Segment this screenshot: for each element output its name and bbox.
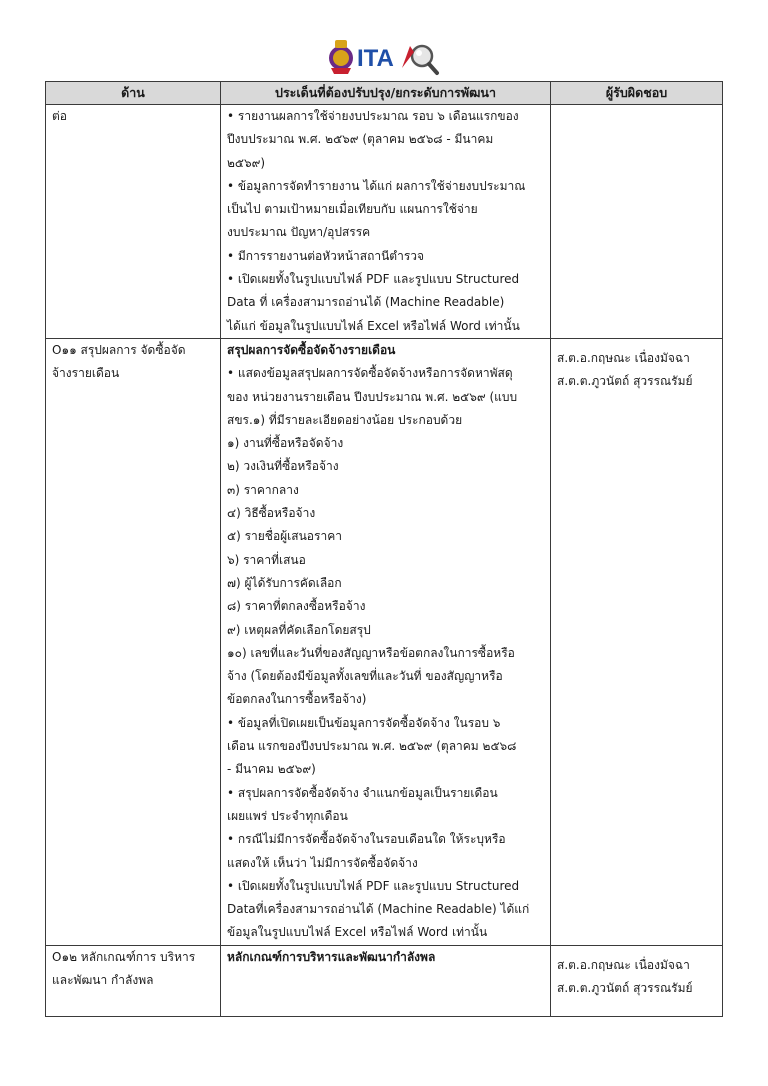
table-row (46, 945, 723, 1016)
responsible-name: ส.ต.อ.กฤษณะ เนื่องมัจฉา (557, 957, 690, 972)
table-row (46, 105, 723, 339)
issue-line: แสดงให้ เห็นว่า ไม่มีการจัดซื้อจัดจ้าง (227, 855, 418, 870)
responsible-cell (551, 945, 723, 1016)
issue-line: จ้าง (โดยต้องมีข้อมูลทั้งเลขที่และวันที่ ของสัญญาหรือ (227, 669, 503, 684)
emblem-icon (329, 40, 353, 74)
aspect-cell (46, 105, 221, 339)
issue-line: เป็นไป ตามเป้าหมายเมื่อเทียบกับ แผนการใช้จ่าย (227, 202, 478, 217)
issue-line: ๑๐) เลขที่และวันที่ของสัญญาหรือข้อตกลงในการซื้อหรือ (227, 645, 515, 660)
table-header-row (46, 82, 723, 105)
issue-line: ๓) ราคากลาง (227, 482, 299, 497)
issue-line: ๒๕๖๙) (227, 155, 266, 170)
header-aspect: ด้าน (46, 82, 221, 105)
aspect-cell (46, 945, 221, 1016)
aspect-line: O๑๑ สรุปผลการ จัดซื้อจัด (52, 342, 186, 357)
issue-line: • เปิดเผยทั้งในรูปแบบไฟล์ PDF และรูปแบบ Structured (227, 272, 520, 287)
responsible-name: ส.ต.อ.กฤษณะ เนื่องมัจฉา (557, 350, 690, 365)
issue-line: ข้อมูลในรูปแบบไฟล์ Excel หรือไฟล์ Word เท่านั้น (227, 925, 488, 940)
issues-cell (221, 105, 551, 339)
issue-line: ปีงบประมาณ พ.ศ. ๒๕๖๙ (ตุลาคม ๒๕๖๘ - มีนาคม (227, 132, 494, 147)
issue-line: • ข้อมูลที่เปิดเผยเป็นข้อมูลการจัดซื้อจัดจ้าง ในรอบ ๖ (227, 715, 501, 730)
issue-line: • สรุปผลการจัดซื้อจัดจ้าง จำแนกข้อมูลเป็นรายเดือน (227, 785, 498, 800)
issue-line: สขร.๑) ที่มีรายละเอียดอย่างน้อย ประกอบด้วย (227, 412, 463, 427)
issue-line: ได้แก่ ข้อมูลในรูปแบบไฟล์ Excel หรือไฟล์ Word เท่านั้น (227, 318, 520, 333)
logo-text: ITA (357, 45, 394, 72)
aspect-line: และพัฒนา กำลังพล (52, 972, 154, 987)
issues-title: หลักเกณฑ์การบริหารและพัฒนากำลังพล (227, 949, 436, 964)
issue-line: Dataที่เครื่องสามารถอ่านได้ (Machine Readable) ได้แก่ (227, 902, 530, 917)
responsible-cell (551, 338, 723, 945)
header-responsible: ผู้รับผิดชอบ (551, 82, 723, 105)
issue-line: ๗) ผู้ได้รับการคัดเลือก (227, 575, 342, 590)
issue-line: • กรณีไม่มีการจัดซื้อจัดจ้างในรอบเดือนใด ให้ระบุหรือ (227, 832, 506, 847)
issues-title: สรุปผลการจัดซื้อจัดจ้างรายเดือน (227, 342, 396, 357)
issue-line: เผยแพร่ ประจำทุกเดือน (227, 808, 348, 823)
issue-line: ๕) รายชื่อผู้เสนอราคา (227, 529, 342, 544)
issue-line: • มีการรายงานต่อหัวหน้าสถานีตำรวจ (227, 248, 425, 263)
aspect-line: ต่อ (52, 109, 67, 123)
issue-line: - มีนาคม ๒๕๖๙) (227, 762, 316, 777)
issue-line: • รายงานผลการใช้จ่ายงบประมาณ รอบ ๖ เดือนแรกของ (227, 109, 519, 123)
responsible-name: ส.ต.ต.ภูวนัตถ์ สุวรรณรัมย์ (557, 374, 693, 389)
issue-line: Data ที่ เครื่องสามารถอ่านได้ (Machine Readable) (227, 295, 505, 310)
aspect-cell (46, 338, 221, 945)
improvement-table (45, 81, 723, 1017)
issue-line: • ข้อมูลการจัดทำรายงาน ได้แก่ ผลการใช้จ่ายงบประมาณ (227, 178, 526, 193)
issue-line: ของ หน่วยงานรายเดือน ปีงบประมาณ พ.ศ. ๒๕๖๙ (แบบ (227, 389, 518, 404)
aspect-line: จ้างรายเดือน (52, 366, 120, 381)
issue-line: ข้อตกลงในการซื้อหรือจ้าง) (227, 692, 367, 707)
issue-line: ๘) ราคาที่ตกลงซื้อหรือจ้าง (227, 599, 366, 614)
issue-line: ๙) เหตุผลที่คัดเลือกโดยสรุป (227, 622, 371, 637)
issue-line: ๒) วงเงินที่ซื้อหรือจ้าง (227, 459, 339, 474)
aspect-line: O๑๒ หลักเกณฑ์การ บริหาร (52, 949, 196, 964)
issue-line: งบประมาณ ปัญหา/อุปสรรค (227, 225, 371, 240)
issue-line: ๖) ราคาที่เสนอ (227, 552, 306, 567)
ita-logo (326, 34, 442, 78)
header-issues: ประเด็นที่ต้องปรับปรุง/ยกระดับการพัฒนา (221, 82, 551, 105)
issue-line: ๔) วิธีซื้อหรือจ้าง (227, 506, 316, 521)
responsible-cell (551, 105, 723, 339)
magnifier-icon (402, 46, 437, 73)
issue-line: • เปิดเผยทั้งในรูปแบบไฟล์ PDF และรูปแบบ Structured (227, 878, 520, 893)
issue-line: • แสดงข้อมูลสรุปผลการจัดซื้อจัดจ้างหรือการจัดหาพัสดุ (227, 366, 513, 381)
issue-line: ๑) งานที่ซื้อหรือจัดจ้าง (227, 436, 344, 451)
issues-cell (221, 338, 551, 945)
issues-cell (221, 945, 551, 1016)
table-row (46, 338, 723, 945)
responsible-name: ส.ต.ต.ภูวนัตถ์ สุวรรณรัมย์ (557, 980, 693, 995)
issue-line: เดือน แรกของปีงบประมาณ พ.ศ. ๒๕๖๙ (ตุลาคม ๒๕๖๘ (227, 739, 517, 754)
